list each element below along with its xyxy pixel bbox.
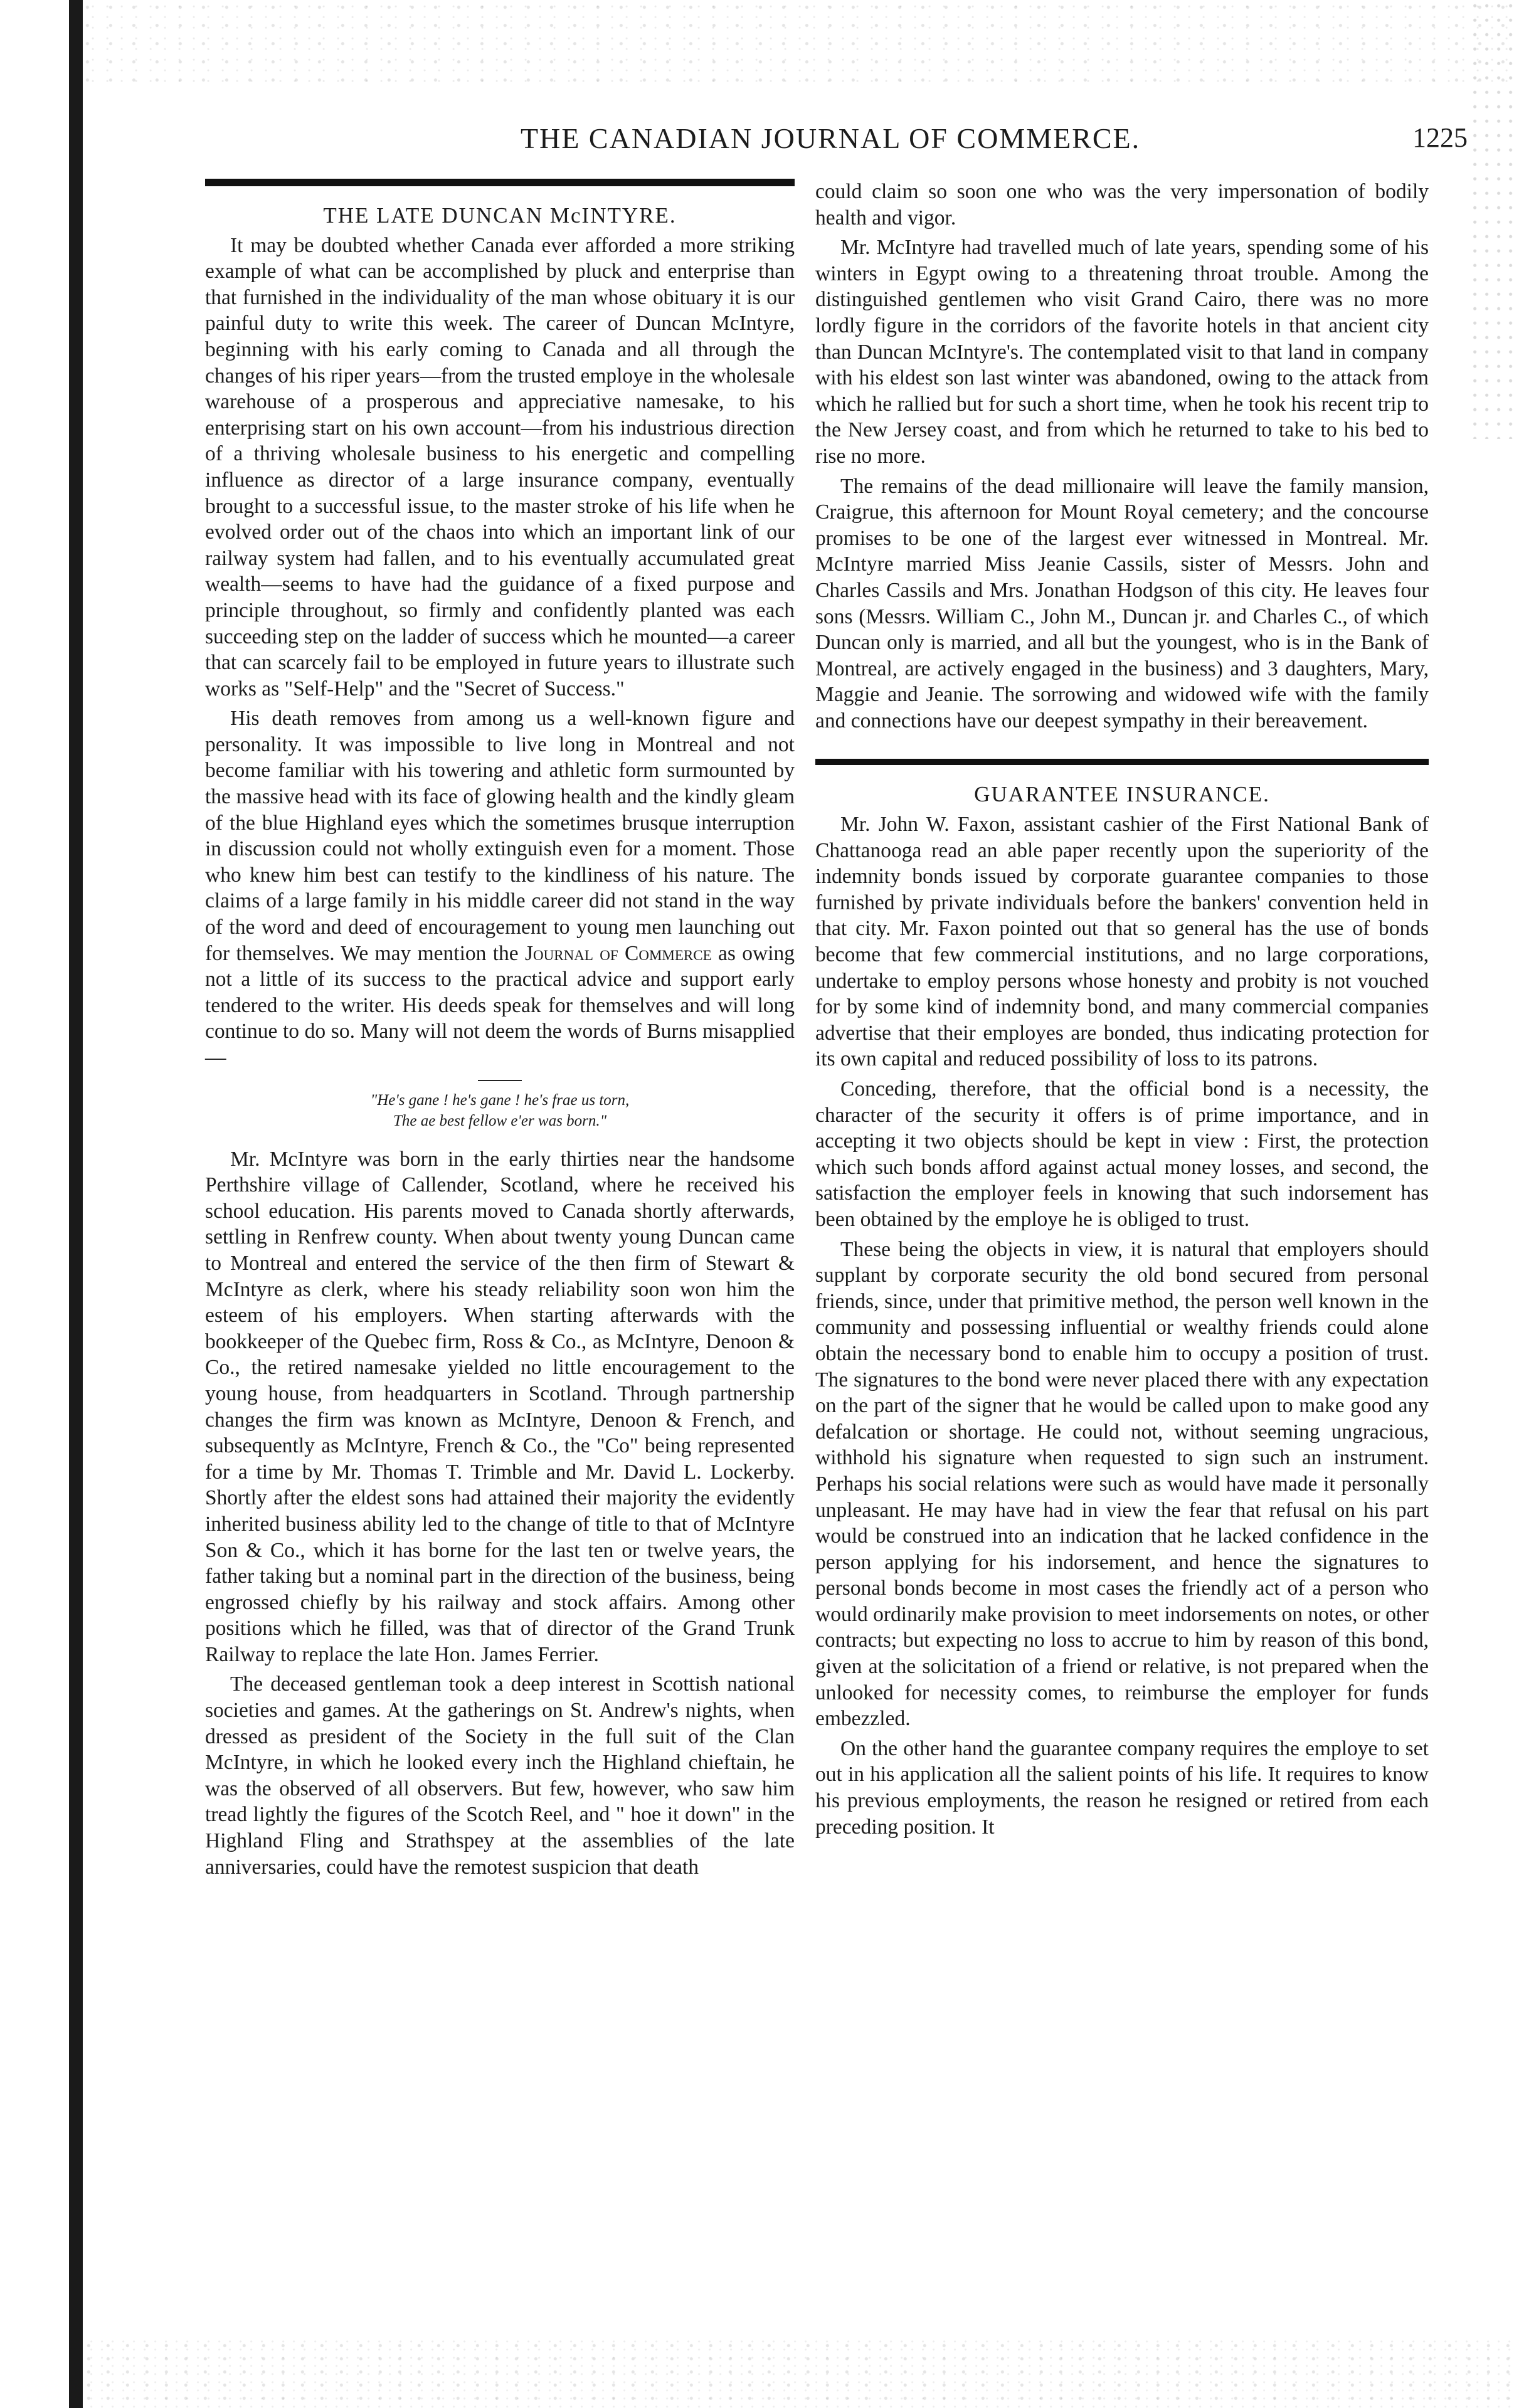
section-spacer (815, 734, 1429, 759)
burns-quote (205, 1090, 795, 1131)
guarantee-paragraph-2: Conceding, therefore, that the official bond is a necessity, the character of the security it offers is of prime importance, and in accepting it two objects should be kept in view : First, the protection which such bonds afford against actual money losses, and second, the satisfaction the employer feels in knowing that such indorsement has been obtained by the employe he is obliged to trust. (815, 1077, 1429, 1231)
right-column (815, 179, 1429, 1840)
left-column (205, 179, 795, 1880)
paper-speckle-bottom (83, 2339, 1514, 2408)
burns-quote-line-1: "He's gane ! he's gane ! he's frae us torn, (370, 1091, 630, 1109)
paper-speckle-right (1470, 0, 1514, 439)
mcintyre-paragraph-6: The remains of the dead millionaire will leave the family mansion, Craigrue, this afternoon for Mount Royal cemetery; and the concourse promises to be one of the largest ever witnessed in Montreal. Mr. McIntyre married Miss Jeanie Cassils, sister of Messrs. John and Charles Cassils and Mrs. Jonathan Hodgson of this city. He leaves four sons (Messrs. William C., John M., Duncan jr. and Charles C., of which Duncan only is married, and all but the youngest, who is in the Bank of Montreal, are actively engaged in the business) and 3 daughters, Mary, Maggie and Jeanie. The sorrowing and widowed wife with the family and connections have our deepest sympathy in their bereavement. (815, 474, 1429, 732)
section-rule (815, 759, 1429, 765)
paper-speckle-top (83, 0, 1514, 88)
mcintyre-paragraph-3: Mr. McIntyre was born in the early thirties near the handsome Perthshire village of Callender, Scotland, where he received his school education. His parents moved to Canada shortly afterwards, settling in Renfrew county. When about twenty young Duncan came to Montreal and entered the service of the then firm of Stewart & McIntyre as clerk, where his steady reliability soon won him the esteem of his employers. When starting afterwards with the bookkeeper of the Quebec firm, Ross & Co., as McIntyre, Denoon & Co., the retired namesake yielded no little encouragement to the young house, from headquarters in Scotland. Through partnership changes the firm was known as McIntyre, Denoon & French, and subsequently as McIntyre, French & Co., the "Co" being represented for a time by Mr. Thomas T. Trimble and Mr. David L. Lockerby. Shortly after the eldest sons had attained their majority the evidently inherited business ability led to the change of title to that of McIntyre Son & Co., which it has borne for the last ten or twelve years, the father taking but a nominal part in the direction of the business, being engrossed chiefly by his railway and stock affairs. Among other positions which he filled, was that of director of the Grand Trunk Railway to replace the late Hon. James Ferrier. (205, 1147, 795, 1666)
journal-name-smallcaps: Journal of Commerce (525, 941, 712, 965)
mcintyre-paragraph-4-continued: could claim so soon one who was the very impersonation of bodily health and vigor. (815, 180, 1429, 230)
running-head (188, 117, 1468, 161)
burns-quote-line-2: The ae best fellow e'er was born." (393, 1112, 607, 1129)
guarantee-paragraph-1: Mr. John W. Faxon, assistant cashier of the First National Bank of Chattanooga read an able paper recently upon the superiority of the indemnity bonds issued by corporate guarantee companies to those furnished by private individuals before the bankers' convention held in that city. Mr. Faxon pointed out that so general has the use of bonds become that few commercial institutions, and no large corporations, undertake to employ persons whose honesty and probity is not vouched for by some kind of indemnity bond, and many commercial companies advertise that their employes are bonded, thus indicating protection for its own capital and reduced possibility of loss to its patrons. (815, 813, 1429, 1071)
mcintyre-paragraph-2 (205, 705, 795, 1070)
mcintyre-paragraph-5: Mr. McIntyre had travelled much of late years, spending some of his winters in Egypt owing to a threatening throat trouble. Among the distinguished gentlemen who visit Grand Cairo, there was no more lordly figure in the corridors of the favorite hotels in that ancient city than Duncan McIntyre's. The contemplated visit to that land in company with his eldest son last winter was abandoned, owing to the attack from which he rallied but for such a short time, when he took his recent trip to the New Jersey coast, and from which he returned to take to his bed to rise no more. (815, 236, 1429, 468)
guarantee-paragraph-4: On the other hand the guarantee company requires the employe to set out in his application all the salient points of his life. It requires to know his previous employments, the reason he resigned or retired from each preceding position. It (815, 1736, 1429, 1839)
mcintyre-paragraph-2-start: His death removes from among us a well-known figure and personality. It was impossible to live long in Montreal and not become familiar with his towering and athletic form surmounted by the massive head with its face of glowing health and the kindly gleam of the blue Highland eyes which the sometimes brusque interruption in discussion could not wholly extinguish even for a moment. Those who knew him best can testify to the kindliness of his nature. The claims of a large family in his middle career did not stand in the way of the word and deed of encouragement to young men launching out for themselves. We may mention the (205, 707, 795, 965)
binding-edge (69, 0, 83, 2408)
article-heading-mcintyre: THE LATE DUNCAN McINTYRE. (323, 203, 677, 228)
guarantee-paragraph-3: These being the objects in view, it is natural that employers should supplant by corporate security the old bond secured from personal friends, since, under that primitive method, the person well known in the community and possessing influential or wealthy friends could alone obtain the necessary bond to enable him to occupy a position of trust. The signatures to the bond were never placed there with any expectation on the part of the signer that he would be called upon to make good any defalcation or shortage. He could not, without seeming ungracious, withhold his signature when requested to sign such an instrument. Perhaps his social relations were such as would have made it personally unpleasant. He may have had in view the fear that refusal on his part would be construed into an indication that he lacked confidence in the person applying for his indorsement, and hence the signatures to personal bonds become in most cases the friendly act of a person who would ordinarily make provision to meet indorsements on notes, or other contracts; but expecting no loss to accrue to him by reason of this bond, given at the solicitation of a friend or relative, is not prepared when the unlooked for necessity comes, to reimburse the employer for funds embezzled. (815, 1237, 1429, 1731)
quote-divider (478, 1080, 522, 1081)
mcintyre-paragraph-1: It may be doubted whether Canada ever afforded a more striking example of what can be accomplished by pluck and enterprise than that furnished in the individuality of the man whose obituary it is our painful duty to write this week. The career of Duncan McIntyre, beginning with his early coming to Canada and all through the changes of his riper years—from the trusted employe in the wholesale warehouse of a prosperous and appreciative namesake, to his enterprising start on his own account—from his industrious direction of a thriving wholesale business to his energetic and compelling influence as director of a large insurance company, eventually brought to a successful issue, to the master stroke of his life when he evolved order out of the chaos into which an important link of our railway system had fallen, and to his eventually accumulated great wealth—seems to have had the guidance of a fixed purpose and principle throughout, so firmly and confidently planted was each succeeding step on the ladder of success which he mounted—a career that can scarcely fail to be employed in future years to illustrate such works as "Self-Help" and the "Secret of Success." (205, 233, 795, 700)
page-number: 1225 (1412, 122, 1468, 153)
mcintyre-paragraph-4: The deceased gentleman took a deep interest in Scottish national societies and games. At the gatherings on St. Andrew's nights, when dressed as president of the Society in the full suit of the Clan McIntyre, in which he looked every inch the Highland chieftain, he was the observed of all observers. But few, however, who saw him tread lightly the figures of the Scotch Reel, and " hoe it down" in the Highland Fling and Strathspey at the assemblies of the late anniversaries, could have the remotest suspicion that death (205, 1672, 795, 1879)
article-heading-guarantee: GUARANTEE INSURANCE. (974, 782, 1270, 807)
heading-rule (205, 179, 795, 186)
journal-title: THE CANADIAN JOURNAL OF COMMERCE. (521, 122, 1141, 154)
mcintyre-paragraph-2-end: as owing not a little of its success to the practical advice and support early tendered to the writer. His deeds speak for themselves and will long continue to do so. Many will not deem the words of Burns misapplied— (205, 941, 795, 1069)
